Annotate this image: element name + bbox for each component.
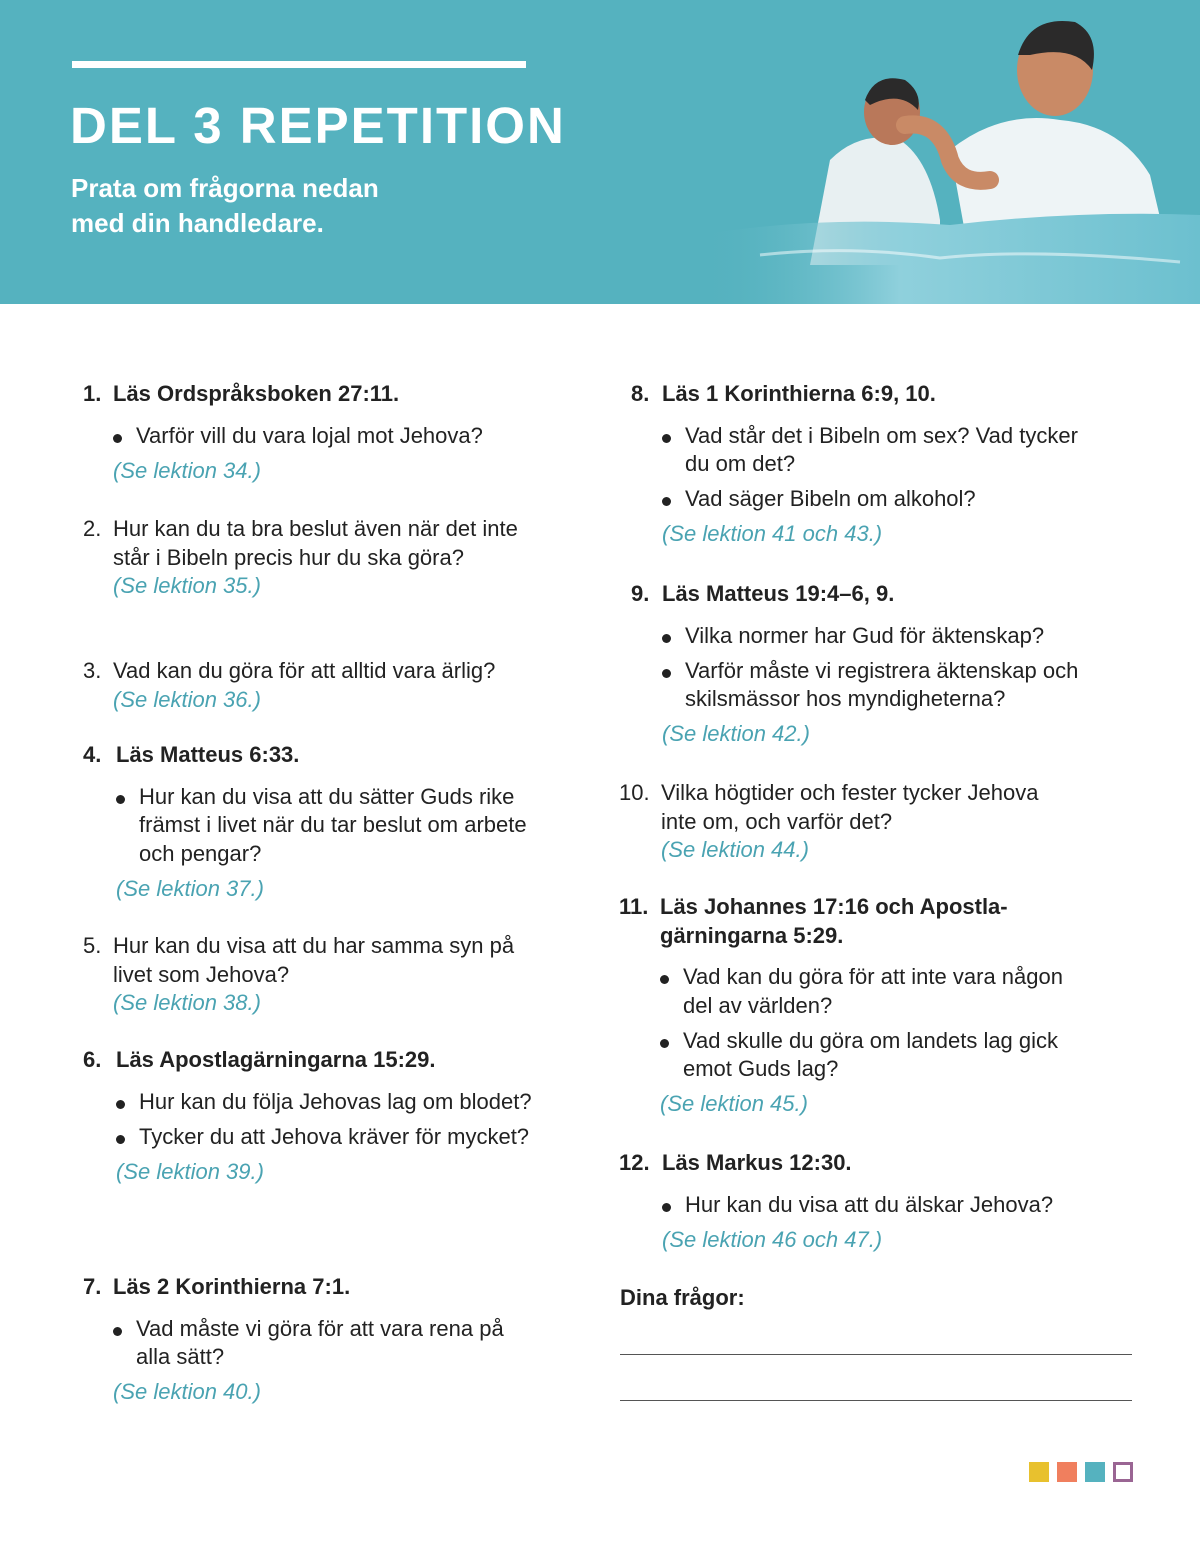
bullet-text: Tycker du att Jehova kräver för mycket? — [139, 1123, 530, 1149]
bullet-icon — [113, 434, 122, 443]
question-body — [662, 580, 1091, 749]
question-heading: Vad kan du göra för att alltid vara ärlig? — [113, 658, 496, 683]
question-number: 8. — [631, 381, 650, 406]
lesson-reference: (Se lektion 45.) — [660, 1091, 808, 1116]
question-heading: Läs Markus 12:30. — [662, 1150, 852, 1175]
question-item — [83, 657, 543, 714]
bullet-text: Vad säger Bibeln om alkohol? — [685, 486, 976, 511]
question-number: 6. — [83, 1047, 102, 1072]
question-body — [660, 893, 1079, 1119]
lesson-reference: (Se lektion 46 och 47.) — [662, 1226, 883, 1252]
bullet-icon — [660, 975, 669, 984]
bullet-icon — [662, 434, 671, 443]
bullet-icon — [662, 1203, 671, 1212]
question-number: 3. — [83, 658, 102, 683]
question-heading: Läs 1 Korinthierna 6:9, 10. — [662, 381, 936, 406]
baptism-illustration — [700, 0, 1200, 304]
question-item — [83, 380, 543, 485]
bullet-icon — [660, 1039, 669, 1048]
bullet-item — [116, 1088, 543, 1117]
subtitle-line-1: Prata om frågorna nedan — [71, 173, 379, 203]
question-body — [662, 380, 1091, 549]
question-number: 12. — [619, 1150, 650, 1175]
lesson-reference: (Se lektion 38.) — [113, 990, 261, 1015]
lesson-reference: (Se lektion 34.) — [113, 457, 261, 483]
question-item — [619, 893, 1079, 1119]
question-number: 4. — [83, 742, 102, 767]
bullet-text: Hur kan du visa att du sätter Guds rike främst i livet när du tar beslut om arbete och pengar? — [139, 783, 527, 866]
bullet-list — [662, 1191, 1079, 1220]
bullet-icon — [662, 634, 671, 643]
question-item — [83, 1046, 543, 1186]
lesson-reference: (Se lektion 40.) — [113, 1379, 261, 1404]
page-title: DEL 3 REPETITION — [70, 97, 566, 154]
question-body — [113, 657, 543, 714]
question-heading: Läs Apostlagärningarna 15:29. — [116, 1047, 436, 1072]
question-heading: Läs Johannes 17:16 och Apostla-gärningarna 5:29. — [660, 894, 1008, 948]
question-body — [662, 1149, 1079, 1254]
answer-line-1[interactable] — [620, 1354, 1132, 1355]
question-number: 9. — [631, 581, 650, 606]
lesson-reference: (Se lektion 42.) — [662, 721, 810, 746]
lesson-reference: (Se lektion 41 och 43.) — [662, 521, 883, 546]
question-heading: Läs Ordspråksboken 27:11. — [113, 381, 400, 406]
question-heading: Läs Matteus 19:4–6, 9. — [662, 581, 895, 606]
question-item — [619, 779, 1079, 865]
question-heading: Hur kan du ta bra beslut även när det inte står i Bibeln precis hur du ska göra? — [113, 516, 518, 570]
question-item — [631, 580, 1091, 749]
orange-square-icon — [1057, 1462, 1077, 1482]
question-body — [113, 380, 543, 485]
bullet-item — [662, 485, 1091, 514]
question-item — [631, 380, 1091, 549]
bullet-text: Varför måste vi registrera äktenskap och skilsmässor hos myndigheterna? — [685, 657, 1079, 711]
question-heading: Läs 2 Korinthierna 7:1. — [113, 1274, 351, 1299]
question-number: 2. — [83, 516, 102, 541]
bullet-item — [662, 1191, 1079, 1220]
bullet-icon — [116, 1100, 125, 1109]
bullet-icon — [662, 497, 671, 506]
bullet-icon — [113, 1327, 122, 1336]
bullet-list — [660, 963, 1079, 1084]
question-body — [113, 1273, 543, 1407]
question-item — [83, 515, 543, 601]
lesson-reference: (Se lektion 35.) — [113, 573, 261, 598]
header-banner — [0, 0, 1200, 304]
purple-outline-square-icon — [1113, 1462, 1133, 1482]
answer-line-2[interactable] — [620, 1400, 1132, 1401]
teal-square-icon — [1085, 1462, 1105, 1482]
bullet-item — [116, 783, 543, 869]
lesson-reference: (Se lektion 36.) — [113, 686, 261, 712]
bullet-text: Hur kan du visa att du älskar Jehova? — [685, 1191, 1054, 1217]
question-number: 1. — [83, 381, 102, 406]
page-subtitle — [71, 171, 431, 241]
question-heading: Hur kan du visa att du har samma syn på livet som Jehova? — [113, 933, 515, 987]
bullet-list — [113, 1315, 543, 1372]
bullet-text: Varför vill du vara lojal mot Jehova? — [136, 422, 483, 448]
question-item — [83, 1273, 543, 1407]
bullet-text: Vilka normer har Gud för äktenskap? — [685, 622, 1045, 648]
header-rule — [72, 61, 526, 68]
bullet-list — [113, 422, 543, 451]
bullet-list — [116, 1088, 543, 1152]
question-number: 7. — [83, 1274, 102, 1299]
bullet-text: Vad skulle du göra om landets lag gick emot Guds lag? — [683, 1027, 1059, 1081]
bullet-item — [660, 1027, 1079, 1084]
bullet-item — [113, 422, 543, 451]
lesson-reference: (Se lektion 37.) — [116, 875, 264, 901]
bullet-item — [662, 657, 1091, 714]
yellow-square-icon — [1029, 1462, 1049, 1482]
question-heading: Läs Matteus 6:33. — [116, 742, 300, 767]
your-questions-label: Dina frågor: — [620, 1285, 745, 1310]
question-heading: Vilka högtider och fester tycker Jehova inte om, och varför det? — [661, 780, 1039, 834]
bullet-text: Vad står det i Bibeln om sex? Vad tycker du om det? — [685, 422, 1078, 476]
question-number: 11. — [619, 894, 649, 919]
bullet-item — [660, 963, 1079, 1020]
bullet-text: Vad kan du göra för att inte vara någon del av världen? — [683, 964, 1063, 1018]
bullet-list — [662, 622, 1091, 714]
lesson-reference: (Se lektion 39.) — [116, 1158, 264, 1184]
question-body — [116, 741, 543, 903]
bullet-icon — [116, 1135, 125, 1144]
bullet-list — [116, 783, 543, 869]
question-item — [83, 932, 543, 1018]
bullet-icon — [662, 669, 671, 678]
lesson-reference: (Se lektion 44.) — [661, 837, 809, 862]
question-number: 10. — [619, 780, 650, 805]
question-body — [661, 779, 1079, 865]
subtitle-line-2: med din handledare. — [71, 208, 324, 238]
bullet-item — [662, 422, 1091, 479]
bullet-item — [662, 622, 1091, 651]
bullet-item — [113, 1315, 543, 1372]
bullet-item — [116, 1123, 543, 1152]
question-item — [619, 1149, 1079, 1254]
question-body — [116, 1046, 543, 1186]
bullet-text: Vad måste vi göra för att vara rena på alla sätt? — [136, 1315, 504, 1369]
bullet-text: Hur kan du följa Jehovas lag om blodet? — [139, 1088, 532, 1114]
question-item — [83, 741, 543, 903]
question-number: 5. — [83, 933, 102, 958]
question-body — [113, 515, 543, 601]
question-body — [113, 932, 543, 1018]
bullet-list — [662, 422, 1091, 514]
bullet-icon — [116, 795, 125, 804]
